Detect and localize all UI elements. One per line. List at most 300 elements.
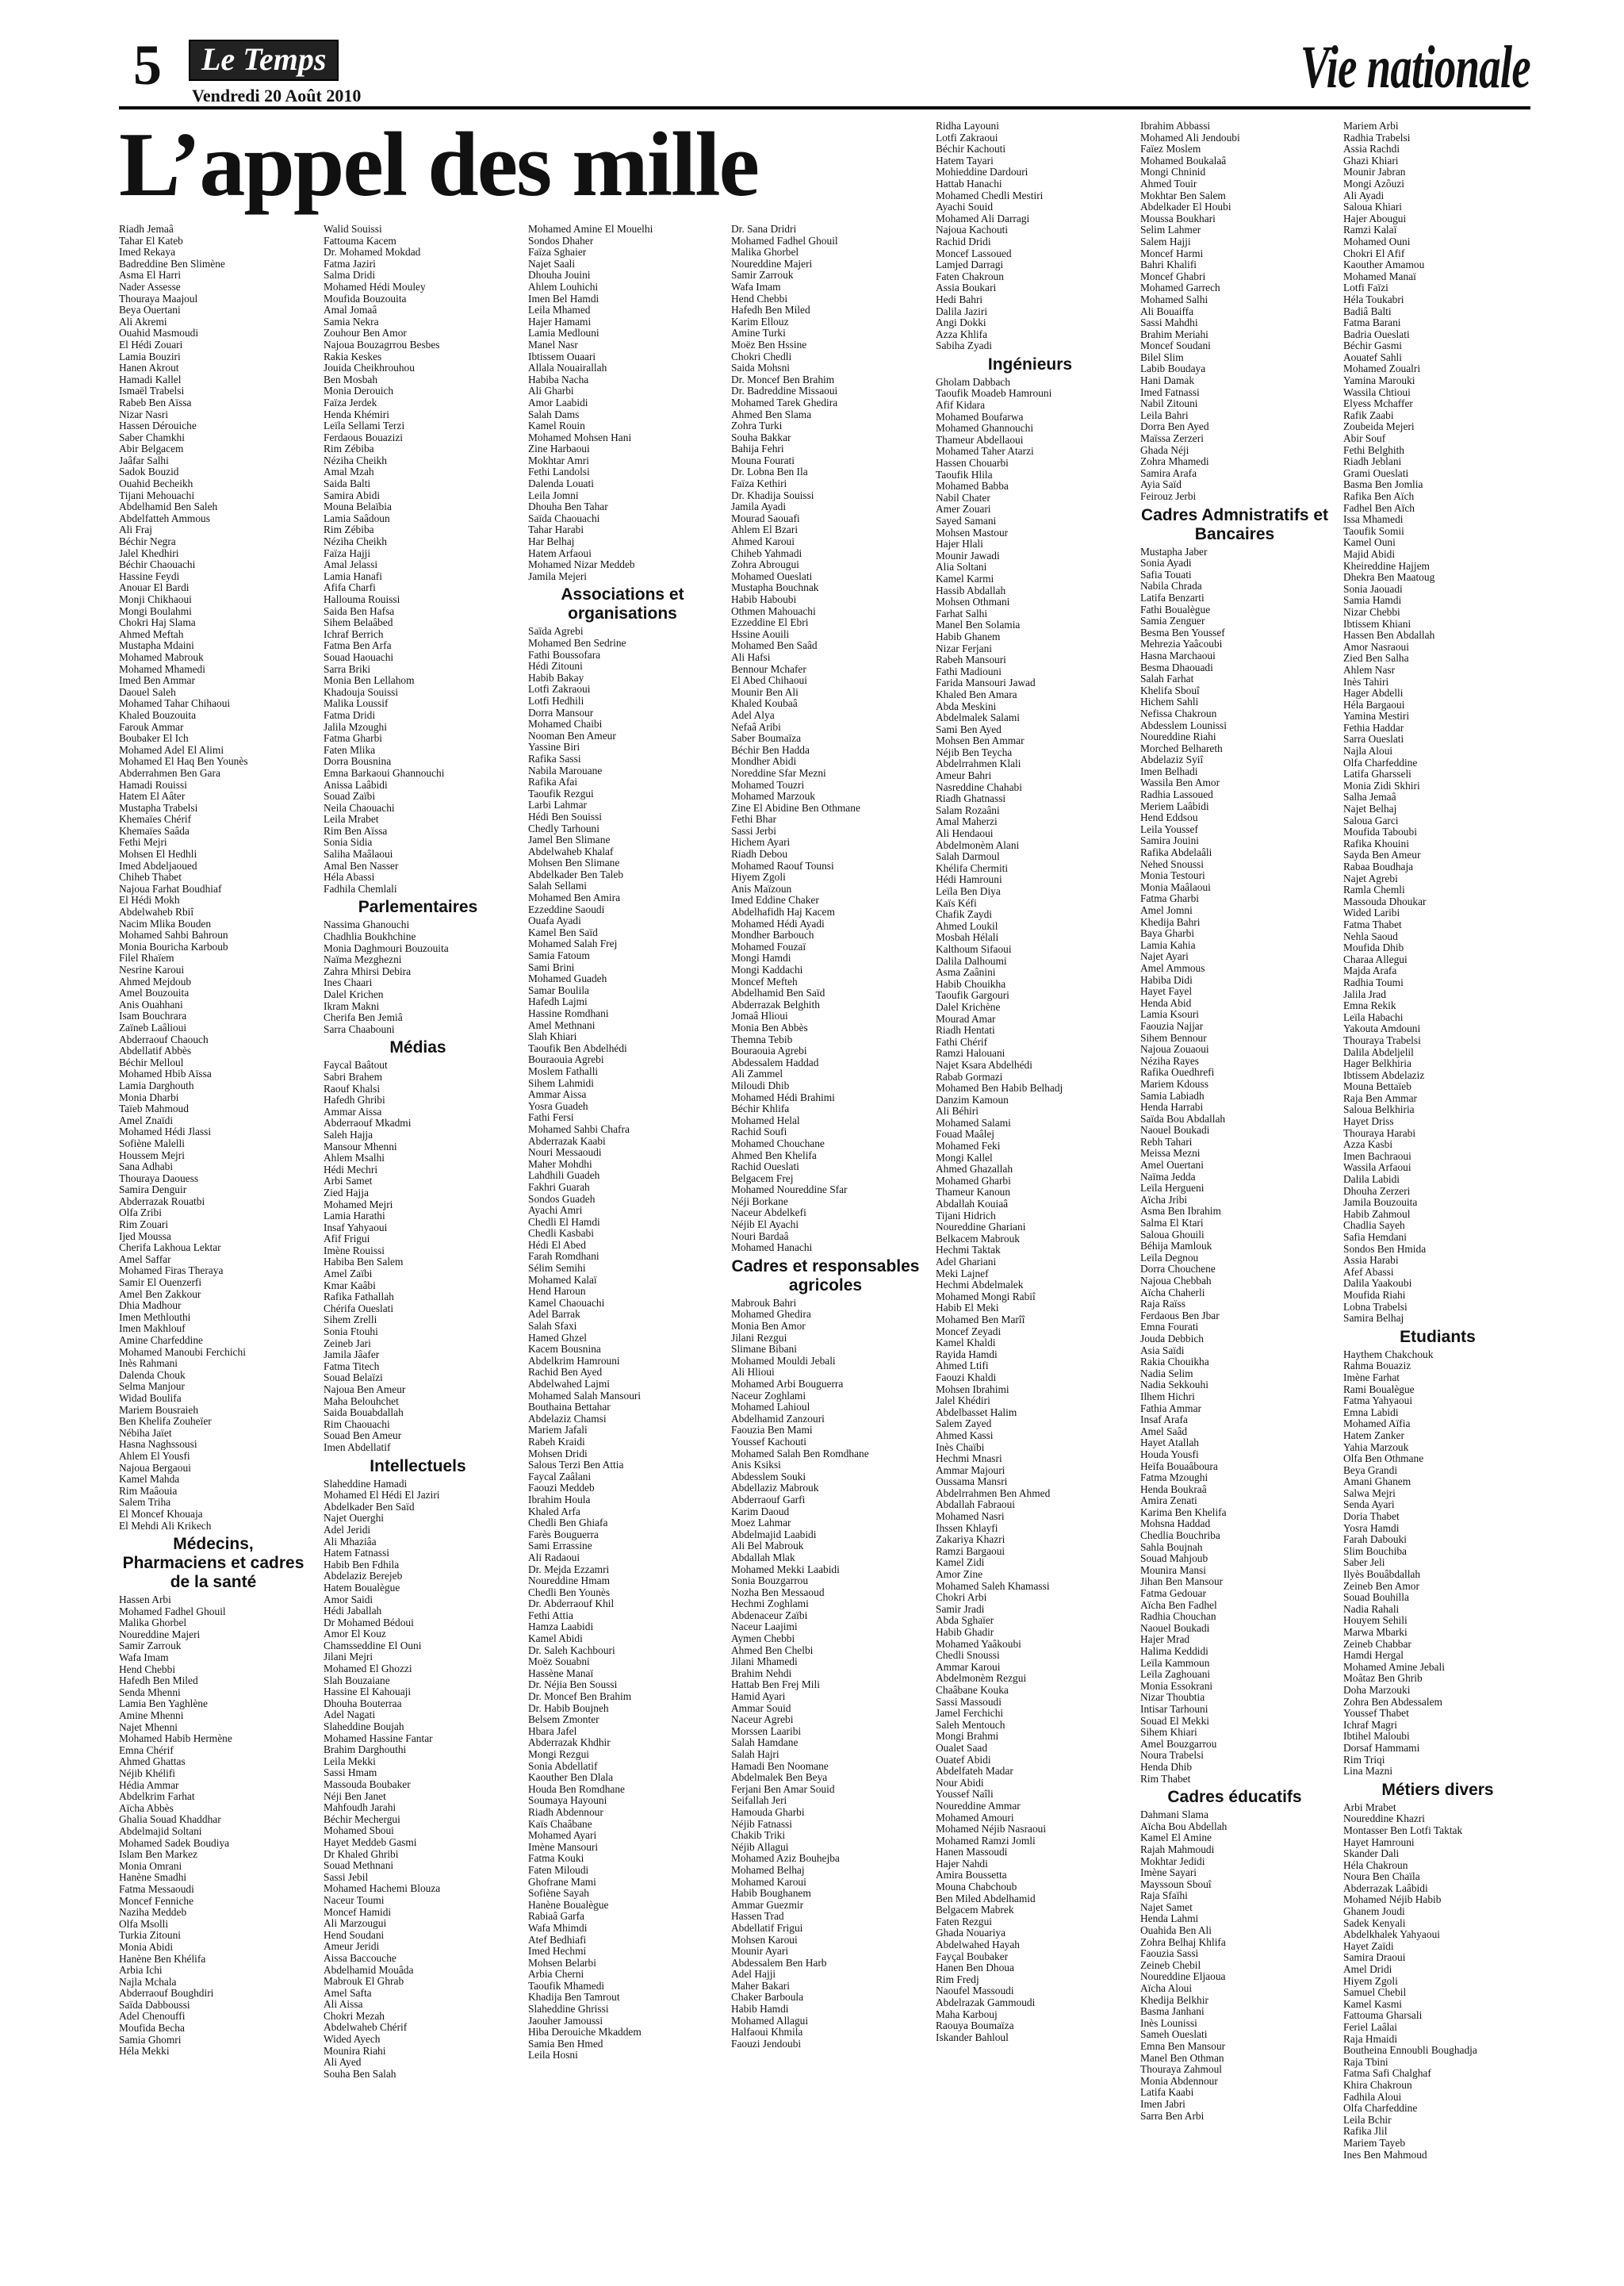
name-entry: Zine El Abidine Ben Othmane bbox=[731, 802, 860, 814]
name-entry: Amine Mhenni bbox=[119, 1710, 184, 1722]
name-entry: Najet Agrebi bbox=[1343, 873, 1398, 884]
name-entry: Rachid Ben Ayed bbox=[528, 1367, 603, 1379]
name-entry: Nehed Snoussi bbox=[1140, 858, 1204, 870]
name-entry: Monji Chikhaoui bbox=[119, 594, 192, 605]
name-entry: Wafa Imam bbox=[119, 1652, 169, 1664]
name-entry: Lotfi Faïzi bbox=[1343, 282, 1388, 294]
name-entry: Ali Ayed bbox=[324, 2057, 362, 2069]
name-entry: Zine Harbaoui bbox=[528, 443, 590, 455]
name-entry: Adel Hajji bbox=[731, 1969, 776, 1981]
name-entry: Nefaâ Aribi bbox=[731, 721, 781, 733]
name-entry: Noreddine Sfar Mezni bbox=[731, 767, 826, 779]
name-entry: Noureddine Khazri bbox=[1343, 1813, 1425, 1825]
name-entry: Hayet Zaïdi bbox=[1343, 1940, 1394, 1952]
name-entry: Hiyem Zgoli bbox=[731, 872, 786, 884]
name-entry: Aïcha Abbès bbox=[119, 1802, 174, 1814]
name-entry: Souha Ben Salah bbox=[324, 2068, 396, 2080]
name-entry: Lamia Medlouni bbox=[528, 328, 599, 339]
name-entry: Hechmi Mnasri bbox=[936, 1453, 1002, 1465]
name-entry: Walid Souissi bbox=[324, 224, 382, 235]
name-entry: Dalenda Louati bbox=[528, 478, 594, 490]
name-entry: Hamadi Ben Noomane bbox=[731, 1760, 829, 1772]
name-entry: Noureddine Majeri bbox=[119, 1628, 201, 1640]
name-entry: Mohamed Hassine Fantar bbox=[324, 1732, 433, 1744]
name-entry: Hend Haroun bbox=[528, 1286, 586, 1298]
name-entry: Ferdaous Ben Jbar bbox=[1140, 1310, 1220, 1321]
name-entry: Imed Abdeljaoued bbox=[119, 860, 197, 872]
name-entry: Mohamed Noureddine Sfar bbox=[731, 1184, 848, 1196]
name-entry: Hager Abdelli bbox=[1343, 688, 1404, 700]
name-entry: Néji Ben Janet bbox=[324, 1790, 386, 1802]
name-entry: Feirouz Jerbi bbox=[1140, 491, 1197, 502]
name-entry: Ikram Makni bbox=[324, 1000, 380, 1012]
name-entry: Monia Bouricha Karboub bbox=[119, 941, 228, 953]
name-entry: Mohamed Salami bbox=[936, 1117, 1011, 1129]
name-entry: Saïda Bou Abdallah bbox=[1140, 1113, 1226, 1125]
name-entry: Naoufel Massoudi bbox=[936, 1985, 1014, 1997]
name-entry: Sami Brini bbox=[528, 961, 575, 973]
name-entry: Dahmani Slama bbox=[1140, 1809, 1208, 1821]
name-entry: Sassi Hmam bbox=[324, 1767, 377, 1779]
name-entry: Aissa Baccouche bbox=[324, 1952, 396, 1964]
name-entry: Amel Ammous bbox=[1140, 962, 1205, 974]
name-entry: Najet Ksara Abdelhédi bbox=[936, 1059, 1032, 1071]
name-entry: Ibtihel Maloubi bbox=[1343, 1731, 1410, 1743]
name-entry: Jilani Mejri bbox=[324, 1651, 373, 1663]
name-entry: Slaheddine Boujah bbox=[324, 1721, 404, 1733]
name-entry: Abderrazak Laâbidi bbox=[1343, 1882, 1428, 1894]
name-entry: Mohamed Tarek Ghedira bbox=[731, 397, 838, 408]
name-entry: Sassi Jerbi bbox=[731, 825, 776, 837]
name-entry: Noureddine Ghariani bbox=[936, 1222, 1026, 1233]
name-entry: Ibtissem Ouaari bbox=[528, 351, 596, 362]
name-entry: Noureddine Majeri bbox=[731, 258, 813, 270]
name-entry: Ghazi Khiari bbox=[1343, 155, 1399, 167]
name-entry: Samia Hamdi bbox=[1343, 595, 1402, 607]
name-entry: Samia Fatoum bbox=[528, 950, 590, 962]
name-entry: Moncef Fenniche bbox=[119, 1895, 194, 1907]
name-entry: Henda Abid bbox=[1140, 997, 1192, 1009]
name-entry: Khadouja Souissi bbox=[324, 686, 399, 698]
name-entry: Sassi Massoudi bbox=[936, 1696, 1002, 1708]
name-entry: Riadh Jeblani bbox=[1343, 456, 1402, 468]
name-entry: Olfa Charfeddine bbox=[1343, 2103, 1418, 2115]
name-entry: Moncef Soudani bbox=[1140, 340, 1211, 352]
name-entry: Mohamed Fouzaï bbox=[731, 941, 806, 953]
name-entry: Fatma Barani bbox=[1343, 317, 1401, 329]
name-entry: Ammar Karoui bbox=[936, 1661, 1001, 1673]
name-entry: Dr. Saleh Kachbouri bbox=[528, 1644, 615, 1656]
name-entry: Leila Bahri bbox=[1140, 409, 1189, 421]
name-entry: Tijani Hidrich bbox=[936, 1210, 996, 1222]
name-entry: Abdelfatteh Ammous bbox=[119, 512, 210, 524]
name-entry: Fadhila Chemlali bbox=[324, 883, 397, 895]
name-entry: Nouri Messaoudi bbox=[528, 1147, 602, 1159]
name-entry: Sami Errassine bbox=[528, 1540, 592, 1552]
name-entry: Themna Tebib bbox=[731, 1034, 793, 1045]
name-entry: Mohamed Ben Amira bbox=[528, 892, 621, 904]
name-entry: Adel Jeridi bbox=[324, 1524, 371, 1536]
name-entry: Mohamed Hédi Brahimi bbox=[731, 1091, 835, 1103]
name-entry: Neila Chaouachi bbox=[324, 802, 395, 814]
name-entry: Adel Ghariani bbox=[936, 1256, 997, 1268]
name-entry: Najet Samet bbox=[1140, 1901, 1193, 1913]
name-entry: Souad Mahjoub bbox=[1140, 1553, 1208, 1565]
name-entry: Wassila Chtioui bbox=[1343, 386, 1411, 398]
name-entry: Abdelfateh Madar bbox=[936, 1766, 1013, 1778]
name-entry: Néziha Cheikh bbox=[324, 536, 387, 548]
name-entry: Leila Mhamed bbox=[528, 305, 591, 316]
name-entry: Mohamed Nizar Meddeb bbox=[528, 559, 635, 571]
name-entry: Amani Ghanem bbox=[1343, 1476, 1411, 1488]
name-column-2 bbox=[324, 224, 512, 2270]
article-title: L’appel des mille bbox=[119, 114, 759, 216]
name-entry: Mohamed Oueslati bbox=[731, 570, 813, 582]
name-entry: Saida Mohsni bbox=[731, 362, 791, 374]
name-entry: Leïla Sellami Terzi bbox=[324, 420, 405, 432]
name-entry: Chadlia Sayeh bbox=[1343, 1220, 1405, 1232]
name-entry: Salah Farhat bbox=[1140, 673, 1194, 685]
name-entry: Bouraouia Agrebi bbox=[731, 1045, 807, 1057]
name-entry: Mohamed Mouldi Jebali bbox=[731, 1355, 836, 1367]
name-entry: Mohamed Touzri bbox=[731, 779, 805, 791]
name-entry: Henda Lahmi bbox=[1140, 1913, 1199, 1925]
name-entry: Sana Adhabi bbox=[119, 1161, 174, 1173]
name-entry: Senda Ayari bbox=[1343, 1499, 1395, 1511]
name-entry: Dhia Madhour bbox=[119, 1300, 182, 1312]
name-entry: Lina Mazni bbox=[1343, 1766, 1393, 1778]
name-entry: Dr. Habib Boujneh bbox=[528, 1702, 609, 1714]
name-entry: Ali Radaoui bbox=[528, 1551, 580, 1563]
name-entry: Beya Ouertani bbox=[119, 305, 181, 316]
name-entry: Faten Mlika bbox=[324, 744, 376, 756]
name-entry: Ahlem El Yousfi bbox=[119, 1450, 190, 1462]
name-entry: Tahar Harabi bbox=[528, 524, 584, 536]
name-entry: Abdelwaheb Khalaf bbox=[528, 846, 614, 857]
name-entry: Ayachi Amri bbox=[528, 1205, 583, 1217]
name-entry: Faycal Baâtout bbox=[324, 1060, 388, 1072]
name-entry: Halima Keddidi bbox=[1140, 1646, 1208, 1657]
name-entry: Noureddine Ammar bbox=[936, 1800, 1021, 1812]
name-entry: Zeineb Ben Amor bbox=[1343, 1580, 1419, 1592]
name-entry: Rachid Soufi bbox=[731, 1126, 787, 1138]
name-entry: Hafedh Ghribi bbox=[324, 1095, 385, 1107]
name-entry: Kamel Ouni bbox=[1343, 537, 1396, 549]
name-entry: Hssine Aouili bbox=[731, 628, 790, 640]
name-entry: Nehla Saoud bbox=[1343, 930, 1398, 942]
name-entry: Adel Alya bbox=[731, 709, 775, 721]
name-entry: Ali Hlioui bbox=[731, 1367, 775, 1379]
name-entry: Mohsen Dridi bbox=[528, 1448, 588, 1459]
name-entry: Rakia Keskes bbox=[324, 351, 382, 362]
name-entry: Fatma Messaoudi bbox=[119, 1883, 194, 1895]
name-entry: Fethi Bhar bbox=[731, 814, 776, 826]
name-entry: Sarra Chaabouni bbox=[324, 1023, 395, 1035]
name-entry: Zoubeida Mejeri bbox=[1343, 421, 1415, 433]
name-entry: Ali Ayadi bbox=[1343, 190, 1385, 201]
name-entry: Lamjed Darragi bbox=[936, 259, 1004, 271]
name-entry: Imed Ben Ammar bbox=[119, 675, 195, 687]
name-entry: Najla Aloui bbox=[1343, 746, 1393, 758]
name-entry: Jamila Mejeri bbox=[528, 570, 587, 582]
name-entry: Moncef Harmi bbox=[1140, 247, 1204, 259]
section-heading: Métiers divers bbox=[1381, 1780, 1494, 1799]
name-entry: Ali Aissa bbox=[324, 1999, 363, 2011]
name-entry: Rabeh Kraidi bbox=[528, 1436, 585, 1448]
name-entry: Mounira Mansi bbox=[1140, 1564, 1206, 1576]
name-entry: Salah Sfaxi bbox=[528, 1321, 577, 1333]
name-entry: Nébiha Jaïet bbox=[119, 1427, 172, 1439]
name-entry: Moncef Hamidi bbox=[324, 1906, 392, 1918]
name-entry: Ibtissem Abdelaziz bbox=[1343, 1069, 1425, 1081]
name-entry: Kamel Khaldi bbox=[936, 1337, 996, 1349]
name-entry: Dr. Mejda Ezzamri bbox=[528, 1563, 610, 1575]
name-entry: Sonia Bouzgarrou bbox=[731, 1575, 809, 1587]
name-entry: Saber Boumaïza bbox=[731, 733, 802, 745]
name-entry: Seifallah Jeri bbox=[731, 1795, 787, 1807]
name-entry: Mohamed Karoui bbox=[731, 1876, 806, 1888]
name-entry: Iskander Bahloul bbox=[936, 2031, 1009, 2043]
name-entry: Belsem Zmonter bbox=[528, 1714, 599, 1726]
name-entry: Hiyem Zgoli bbox=[1343, 1975, 1398, 1987]
name-entry: Faouzi Khaldi bbox=[936, 1371, 997, 1383]
name-entry: Moncef Lassoued bbox=[936, 247, 1012, 259]
name-entry: Samir Zarrouk bbox=[731, 270, 794, 282]
name-entry: Dhouha Jouini bbox=[528, 270, 591, 282]
name-entry: Mohamed Adel El Alimi bbox=[119, 744, 224, 756]
name-entry: Jouda Debbich bbox=[1140, 1333, 1204, 1344]
name-column-5 bbox=[936, 121, 1124, 2270]
name-entry: Mohamed Mhamedi bbox=[119, 663, 205, 675]
name-entry: Dr. Moncef Ben Brahim bbox=[528, 1691, 632, 1703]
name-entry: Youssef Kachouti bbox=[731, 1436, 806, 1448]
name-entry: Fadhila Aloui bbox=[1343, 2091, 1402, 2103]
name-entry: Khemaïes Chérif bbox=[119, 814, 192, 826]
name-entry: Mohamed Boufarwa bbox=[936, 411, 1024, 423]
name-entry: Imen Belhadi bbox=[1140, 765, 1198, 777]
name-entry: Afifa Charfi bbox=[324, 582, 376, 594]
name-entry: Adel Nagati bbox=[324, 1709, 376, 1721]
name-entry: Badiâ Balti bbox=[1343, 305, 1392, 317]
name-entry: Slah Bouzaiane bbox=[324, 1674, 390, 1686]
name-entry: Lamia Bouziri bbox=[119, 351, 181, 362]
name-entry: Labib Boudaya bbox=[1140, 363, 1206, 375]
name-entry: Sélim Semihi bbox=[528, 1263, 586, 1275]
name-entry: Khaled Koubaâ bbox=[731, 698, 798, 710]
name-entry: Béchir Khlifa bbox=[731, 1103, 790, 1115]
name-entry: Mourad Amar bbox=[936, 1013, 996, 1025]
name-entry: Salem Triha bbox=[119, 1497, 171, 1509]
newspaper-masthead: Le Temps bbox=[189, 40, 339, 81]
name-entry: Imen Abdellatif bbox=[324, 1441, 391, 1453]
name-entry: Hatem Zanker bbox=[1343, 1429, 1404, 1441]
name-entry: Naouel Boukadi bbox=[1140, 1125, 1210, 1137]
name-entry: Boutheina Ennoubli Boughadja bbox=[1343, 2045, 1477, 2057]
name-entry: Fathia Ammar bbox=[1140, 1402, 1201, 1414]
name-entry: Moufida Becha bbox=[119, 2023, 185, 2035]
name-entry: Amine Charfeddine bbox=[119, 1335, 203, 1346]
name-entry: Hend Eddsou bbox=[1140, 812, 1198, 824]
name-entry: Leila Mekki bbox=[324, 1755, 376, 1767]
name-entry: Abdelaziz Syiî bbox=[1140, 754, 1204, 766]
name-entry: Noureddine Eljaoua bbox=[1140, 1971, 1226, 1983]
name-entry: Moncef Zeyadi bbox=[936, 1325, 1002, 1337]
name-entry: Ahmed Kassi bbox=[936, 1429, 994, 1441]
name-entry: Riadh Hentati bbox=[936, 1025, 995, 1037]
name-entry: Mohamed Amine El Mouelhi bbox=[528, 224, 653, 235]
name-entry: Sadek Kenyali bbox=[1343, 1917, 1406, 1929]
name-entry: Souha Bakkar bbox=[731, 432, 791, 443]
name-entry: Maher Bakari bbox=[731, 1980, 790, 1992]
name-entry: Mustapha Trabelsi bbox=[119, 802, 198, 814]
name-entry: Wided Ayech bbox=[324, 2034, 381, 2046]
name-entry: Mouna Fourati bbox=[731, 455, 795, 466]
name-entry: Rafika Abdelaâli bbox=[1140, 847, 1212, 859]
section-heading: Médias bbox=[389, 1038, 446, 1057]
name-entry: Hédi Jaballah bbox=[324, 1605, 382, 1617]
name-entry: Hechmi Abdelmalek bbox=[936, 1279, 1024, 1291]
name-entry: Dorra Ben Ayed bbox=[1140, 421, 1209, 433]
name-entry: Ouahid Masmoudi bbox=[119, 328, 199, 339]
name-entry: Mohamed Kalaï bbox=[528, 1274, 597, 1286]
name-entry: Ines Ben Mahmoud bbox=[1343, 2149, 1427, 2161]
name-entry: Raja Ben Ammar bbox=[1343, 1092, 1417, 1104]
name-entry: Mouna Bettaïeb bbox=[1343, 1081, 1411, 1093]
name-entry: Dhouha Ben Tahar bbox=[528, 501, 608, 513]
name-entry: Cherifa Lakhoua Lektar bbox=[119, 1242, 221, 1254]
name-entry: Sihem Belaâbed bbox=[324, 617, 393, 629]
name-entry: Ali Bouaiffa bbox=[1140, 305, 1194, 317]
name-entry: Mokhtar Amri bbox=[528, 455, 589, 466]
name-entry: Khedija Belkhir bbox=[1140, 1994, 1208, 2006]
name-entry: Hatem Tayari bbox=[936, 155, 994, 167]
name-entry: Belgacem Mabrek bbox=[936, 1904, 1014, 1916]
name-entry: Mohamed Hanachi bbox=[731, 1242, 813, 1254]
name-entry: Amor El Kouz bbox=[324, 1628, 386, 1640]
name-entry: Nouri Bardaâ bbox=[731, 1230, 789, 1242]
name-entry: Dr Khaled Ghribi bbox=[324, 1848, 399, 1860]
name-entry: Moufida Riahi bbox=[1343, 1289, 1406, 1301]
name-entry: Zohra Ben Abdessalem bbox=[1343, 1696, 1442, 1708]
name-entry: Salah Hajri bbox=[731, 1749, 779, 1760]
name-entry: Amer Zouari bbox=[936, 504, 991, 516]
name-entry: Aïcha Jribi bbox=[1140, 1194, 1188, 1206]
name-entry: Rahma Bouaziz bbox=[1343, 1360, 1411, 1372]
name-entry: Houyem Sehili bbox=[1343, 1615, 1408, 1627]
name-entry: Mariem Tayeb bbox=[1343, 2137, 1406, 2149]
name-entry: Bahri Khalifi bbox=[1140, 259, 1197, 271]
name-entry: Imène Rouissi bbox=[324, 1245, 385, 1256]
name-entry: Jalel Khedhiri bbox=[119, 547, 179, 559]
name-entry: Leïla Zaghouani bbox=[1140, 1669, 1211, 1681]
name-entry: Youssef Thabet bbox=[1343, 1708, 1409, 1720]
name-entry: Dorsaf Hammami bbox=[1343, 1742, 1420, 1754]
name-entry: Ayia Saïd bbox=[1140, 479, 1182, 491]
name-entry: Samuel Chebil bbox=[1343, 1987, 1407, 1999]
name-entry: Mongi Azôuzi bbox=[1343, 178, 1404, 190]
name-entry: Haythem Chakchouk bbox=[1343, 1348, 1434, 1360]
name-entry: Abdelwahed Lajmi bbox=[528, 1379, 610, 1390]
name-entry: Saber Chamkhi bbox=[119, 432, 185, 443]
name-entry: Abdelaziz Chamsi bbox=[528, 1413, 607, 1425]
name-entry: Abir Belgacem bbox=[119, 443, 184, 455]
name-entry: Hatem El Aâter bbox=[119, 791, 186, 803]
name-entry: Mohamed Ayari bbox=[528, 1830, 597, 1842]
name-entry: Chiheb Thabet bbox=[119, 872, 182, 884]
name-entry: Jilani Mhamedi bbox=[731, 1656, 798, 1668]
name-entry: Nadia Selim bbox=[1140, 1367, 1193, 1379]
name-entry: Dorra Mansour bbox=[528, 707, 594, 719]
name-entry: Rachid Dridi bbox=[936, 236, 991, 247]
name-entry: Saleh Mentouch bbox=[936, 1719, 1005, 1731]
name-entry: Morssen Laaribi bbox=[731, 1725, 802, 1737]
name-entry: Amel Dridi bbox=[1343, 1964, 1392, 1976]
name-entry: Mariem Jafali bbox=[528, 1425, 588, 1436]
name-entry: Chokri Haj Slama bbox=[119, 617, 196, 629]
name-entry: Angi Dokki bbox=[936, 317, 986, 329]
name-entry: Raja Sfaïhi bbox=[1140, 1890, 1188, 1902]
name-entry: Hani Damak bbox=[1140, 375, 1195, 387]
name-entry: Monia Abidi bbox=[119, 1941, 174, 1953]
name-entry: Souad Methnani bbox=[324, 1860, 394, 1872]
name-entry: Ahmed Meftah bbox=[119, 628, 184, 640]
name-entry: Hassen Arbi bbox=[119, 1594, 171, 1606]
name-entry: Mohamed Allagui bbox=[731, 2015, 809, 2027]
name-entry: Inès Chaïbi bbox=[936, 1441, 985, 1453]
name-entry: Abderrahmen Ben Gara bbox=[119, 767, 220, 779]
name-entry: Lamia Darghouth bbox=[119, 1080, 194, 1091]
name-entry: Anis Ksiksi bbox=[731, 1459, 781, 1471]
name-entry: Asma Zaânini bbox=[936, 967, 996, 979]
name-entry: Héla Abassi bbox=[324, 872, 375, 884]
name-entry: Mongi Chninid bbox=[1140, 167, 1206, 178]
name-entry: Hbara Jafel bbox=[528, 1725, 577, 1737]
name-entry: Taoufik Gargouri bbox=[936, 990, 1009, 1002]
name-entry: Fadhel Ben Aïch bbox=[1343, 502, 1415, 514]
name-entry: Taoufik Hlila bbox=[936, 469, 993, 481]
name-entry: Dalenda Chouk bbox=[119, 1369, 186, 1381]
name-entry: Mohieddine Dardouri bbox=[936, 167, 1028, 178]
name-entry: Hédi Hamrouni bbox=[936, 874, 1002, 886]
name-entry: Néziha Rayes bbox=[1140, 1055, 1199, 1067]
name-entry: Samia Ghomri bbox=[119, 2034, 182, 2046]
name-entry: Mohamed Ramzi Jomli bbox=[936, 1835, 1036, 1847]
name-entry: Amel Ben Zakkour bbox=[119, 1288, 201, 1300]
name-entry: Fatma Gharbi bbox=[1140, 893, 1200, 905]
name-entry: Dalila Jaziri bbox=[936, 305, 988, 317]
section-heading: Associations et organisations bbox=[561, 585, 684, 623]
name-entry: Arbia Cherni bbox=[528, 1969, 584, 1981]
name-entry: Nacim Mlika Bouden bbox=[119, 918, 212, 930]
name-entry: Mongi Boulahmi bbox=[119, 605, 192, 617]
name-entry: Amel Bouzouita bbox=[119, 988, 190, 999]
name-entry: Rim Triqi bbox=[1343, 1754, 1385, 1766]
name-entry: Nozha Ben Messaoud bbox=[731, 1586, 825, 1598]
name-entry: Mohamed Hachemi Blouza bbox=[324, 1883, 441, 1895]
name-entry: Samia Zenguer bbox=[1140, 616, 1205, 627]
name-entry: Rafik Zaabi bbox=[1343, 409, 1394, 421]
name-entry: Henda Dhib bbox=[1140, 1761, 1193, 1773]
section-name: Vie nationale bbox=[1300, 34, 1530, 101]
name-column-7 bbox=[1343, 121, 1532, 2270]
name-entry: Hamed Ghzel bbox=[528, 1332, 587, 1344]
name-entry: Habib Chouikha bbox=[936, 978, 1006, 990]
name-entry: Badreddine Ben Slimène bbox=[119, 258, 225, 270]
name-entry: Fethi Landolsi bbox=[528, 466, 590, 478]
name-entry: Fatma Jaziri bbox=[324, 258, 376, 270]
name-entry: Radhia Trabelsi bbox=[1343, 132, 1411, 144]
name-entry: Insaf Yahyaoui bbox=[324, 1222, 388, 1233]
